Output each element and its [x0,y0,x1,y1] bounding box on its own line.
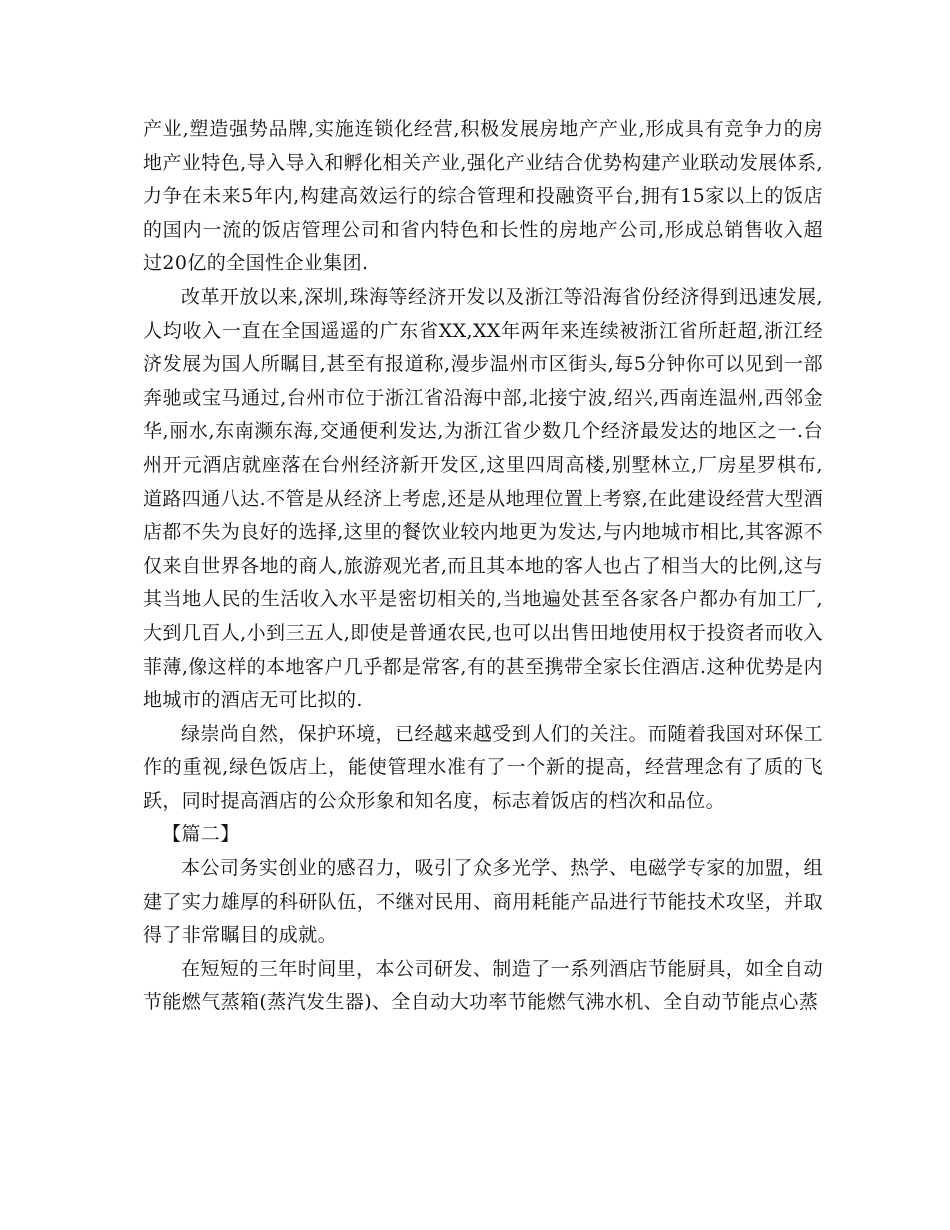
section-heading: 【篇二】 [162,823,240,846]
paragraph-4: 本公司务实创业的感召力，吸引了众多光学、热学、电磁学专家的加盟，组建了实力雄厚的科研队伍，不继对民用、商用耗能产品进行节能技术攻坚，并取得了非常瞩目的成就。 [143,857,823,947]
paragraph-2: 改革开放以来,深圳,珠海等经济开发以及浙江等沿海省份经济得到迅速发展,人均收入一直在全国遥遥的广东省XX,XX年两年来连续被浙江省所赶超,浙江经济发展为国人所瞩目,甚至有报道称,漫步温州市区街头,每5分钟你可以见到一部奔驰或宝马通过,台州市位于浙江省沿海中部,北接宁波,绍兴,西南连温州,西邻金华,丽水,东南濒东海,交通便利发达,为浙江省少数几个经济最发达的地区之一.台州开元酒店就座落在台州经济新开发区,这里四周高楼,别墅林立,厂房星罗棋布,道路四通八达.不管是从经济上考虑,还是从地理位置上考察,在此建设经营大型酒店都不失为良好的选择,这里的餐饮业较内地更为发达,与内地城市相比,其客源不仅来自世界各地的商人,旅游观光者,而且其本地的客人也占了相当大的比例,这与其当地人民的生活收入水平是密切相关的,当地遍处甚至各家各户都办有加工厂,大到几百人,小到三五人,即使是普通农民,也可以出售田地使用权于投资者而收入菲薄,像这样的本地客户几乎都是常客,有的甚至携带全家长住酒店.这种优势是内地城市的酒店无可比拟的. [143,285,823,712]
paragraph-3: 绿崇尚自然，保护环境，已经越来越受到人们的关注。而随着我国对环保工作的重视,绿色饭店上，能使管理水准有了一个新的提高，经营理念有了质的飞跃，同时提高酒店的公众形象和知名度，标志着饭店的档次和品位。 [143,722,823,812]
document-page [143,113,823,1020]
paragraph-5: 在短短的三年时间里，本公司研发、制造了一系列酒店节能厨具，如全自动节能燃气蒸箱(蒸汽发生器)、全自动大功率节能燃气沸水机、全自动节能点心蒸 [143,957,823,1014]
paragraph-1: 产业,塑造强势品牌,实施连锁化经营,积极发展房地产产业,形成具有竞争力的房地产业特色,导入导入和孵化相关产业,强化产业结合优势构建产业联动发展体系,力争在未来5年内,构建高效运行的综合管理和投融资平台,拥有15家以上的饭店的国内一流的饭店管理公司和省内特色和长性的房地产公司,形成总销售收入超过20亿的全国性企业集团. [143,118,823,275]
